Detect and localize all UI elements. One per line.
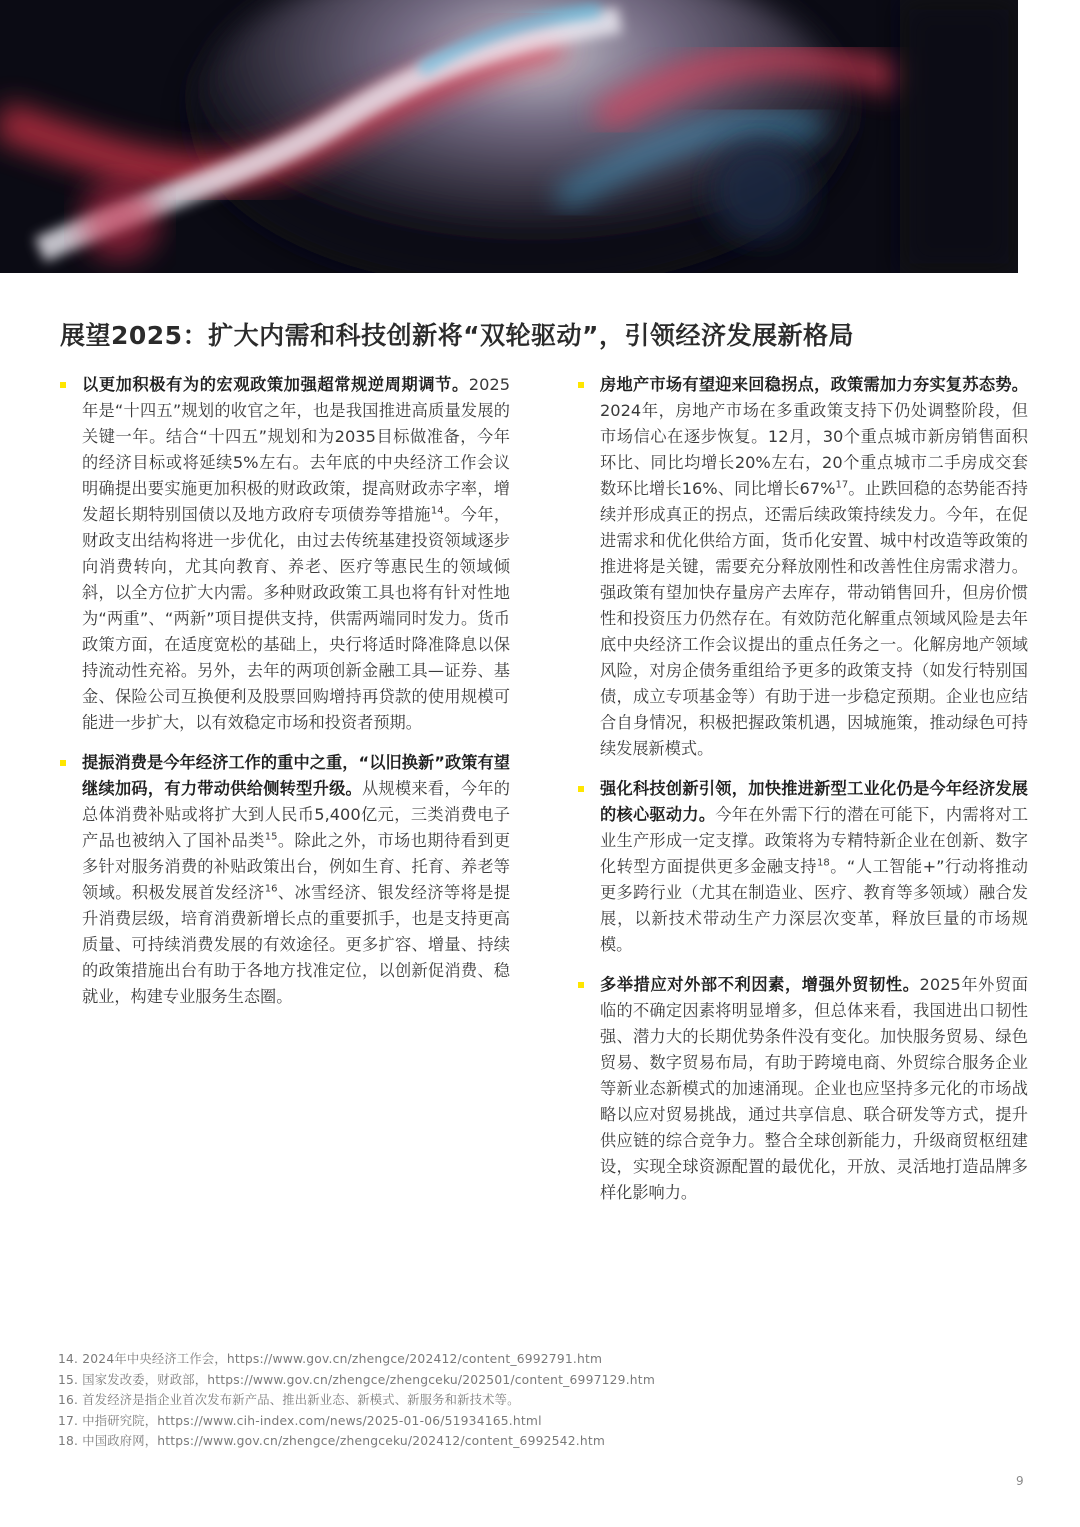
bullet-real-estate <box>578 372 1028 762</box>
bullet-text <box>82 750 510 1010</box>
footnote-ref: 18 <box>817 857 830 869</box>
page-number: 9 <box>1016 1474 1024 1488</box>
bullet-consumption <box>60 750 510 1010</box>
footnote-17: 17. 中指研究院，https://www.cih-index.com/news/2025-01-06/51934165.html <box>58 1413 542 1428</box>
bullet-marker <box>578 786 584 792</box>
footnote-ref: 16 <box>264 883 278 895</box>
bullet-tech-innovation <box>578 776 1028 958</box>
bullet-body: 从规模来看，今年的总体消费补贴或将扩大到人民币5,400亿元，三类消费电子产品也被纳入了国补品类 <box>82 779 510 850</box>
bullet-body: 。“人工智能+”行动将推动更多跨行业（尤其在制造业、医疗、教育等多领域）融合发展，以新技术带动生产力深层次变革，释放巨量的市场规模。 <box>600 857 1028 954</box>
bullet-lead: 强化科技创新引领，加快推进新型工业化仍是今年经济发展的核心驱动力。 <box>600 779 1028 824</box>
hero-image <box>0 0 1018 273</box>
footnote-ref: 17 <box>835 479 849 491</box>
bullet-body: 2025年外贸面临的不确定因素将明显增多，但总体来看，我国进出口韧性强、潜力大的长期优势条件没有变化。加快服务贸易、绿色贸易、数字贸易布局，有助于跨境电商、外贸综合服务企业等新业态新模式的加速涌现。企业也应坚持多元化的市场战略以应对贸易挑战，通过共享信息、联合研发等方式，提升供应链的综合竞争力。整合全球创新能力，升级商贸枢纽建设，实现全球资源配置的最优化，开放、灵活地打造品牌多样化影响力。 <box>600 975 1028 1202</box>
footnote-ref: 15 <box>264 831 278 843</box>
left-column <box>60 372 510 1024</box>
footnote-ref: 14 <box>430 505 444 517</box>
footnote-14: 14. 2024年中央经济工作会，https://www.gov.cn/zhengce/202412/content_6992791.htm <box>58 1352 603 1366</box>
footnote-16: 16. 首发经济是指企业首次发布新产品、推出新业态、新模式、新服务和新技术等。 <box>58 1393 520 1407</box>
bullet-body: 。止跌回稳的态势能否持续并形成真正的拐点，还需后续政策持续发力。今年，在促进需求和优化供给方面，货币化安置、城中村改造等政策的推进将是关键，需要充分释放刚性和改善性住房需求潜力。强政策有望加快存量房产去库存，带动销售回升，但房价惯性和投资压力仍然存在。有效防范化解重点领域风险是去年底中央经济工作会议提出的重点任务之一。化解房地产领域风险，对房企债务重组给予更多的政策支持（如发行特别国债，成立专项基金等）有助于进一步稳定预期。企业也应结合自身情况，积极把握政策机遇，因城施策，推动绿色可持续发展新模式。 <box>600 479 1028 758</box>
bullet-foreign-trade <box>578 972 1028 1206</box>
bullet-lead: 提振消费是今年经济工作的重中之重，“以旧换新”政策有望继续加码，有力带动供给侧转型升级。 <box>82 753 510 798</box>
bullet-body: 、冰雪经济、银发经济等将是提升消费层级，培育消费新增长点的重要抓手，也是支持更高质量、可持续消费发展的有效途径。更多扩容、增量、持续的政策措施出台有助于各地方找准定位，以创新促消费、稳就业，构建专业服务生态圈。 <box>82 883 511 1006</box>
bullet-text <box>600 372 1028 762</box>
bullet-body: 。今年，财政支出结构将进一步优化，由过去传统基建投资领域逐步向消费转向，尤其向教育、养老、医疗等惠民生的领域倾斜，以全方位扩大内需。多种财政政策工具也将有针对性地为“两重”、“两新”项目提供支持，供需两端同时发力。货币政策方面，在适度宽松的基础上，央行将适时降准降息以保持流动性充裕。另外，去年的两项创新金融工具—证券、基金、保险公司互换便利及股票回购增持再贷款的使用规模可能进一步扩大，以有效稳定市场和投资者预期。 <box>82 505 511 732</box>
bullet-marker <box>60 760 66 766</box>
page-heading: 展望2025：扩大内需和科技创新将“双轮驱动”，引领经济发展新格局 <box>60 321 854 350</box>
bullet-text <box>600 776 1028 958</box>
bullet-lead: 房地产市场有望迎来回稳拐点，政策需加力夯实复苏态势。 <box>600 375 1028 394</box>
bullet-lead: 以更加积极有为的宏观政策加强超常规逆周期调节。 <box>82 375 469 394</box>
bullet-body: 今年在外需下行的潜在可能下，内需将对工业生产形成一定支撑。政策将为专精特新企业在创新、数字化转型方面提供更多金融支持 <box>600 805 1029 876</box>
bullet-body: 2025年是“十四五”规划的收官之年，也是我国推进高质量发展的关键一年。结合“十四五”规划和为2035目标做准备，今年的经济目标或将延续5%左右。去年底的中央经济工作会议明确提出要实施更加积极的财政政策，提高财政赤字率，增发超长期特别国债以及地方政府专项债券等措施 <box>82 375 510 524</box>
footnote-15: 15. 国家发改委，财政部，https://www.gov.cn/zhengce/zhengceku/202501/content_6997129.htm <box>58 1372 656 1387</box>
footnotes <box>58 1349 1018 1452</box>
bullet-lead: 多举措应对外部不利因素，增强外贸韧性。 <box>600 975 920 994</box>
bullet-text <box>82 372 510 736</box>
footnote-18: 18. 中国政府网，https://www.gov.cn/zhengce/zhengceku/202412/content_6992542.htm <box>58 1434 606 1448</box>
bullet-text <box>600 972 1028 1206</box>
right-column <box>578 372 1028 1220</box>
bullet-marker <box>578 982 584 988</box>
bullet-body: 2024年，房地产市场在多重政策支持下仍处调整阶段，但市场信心在逐步恢复。12月，30个重点城市新房销售面积环比、同比均增长20%左右，20个重点城市二手房成交套数环比增长16%、同比增长67% <box>600 401 1028 498</box>
bullet-body: 。除此之外，市场也期待看到更多针对服务消费的补贴政策出台，例如生育、托育、养老等领域。积极发展首发经济 <box>82 831 511 902</box>
bullet-marker <box>60 382 66 388</box>
bullet-marker <box>578 382 584 388</box>
bullet-macro-policy <box>60 372 510 736</box>
